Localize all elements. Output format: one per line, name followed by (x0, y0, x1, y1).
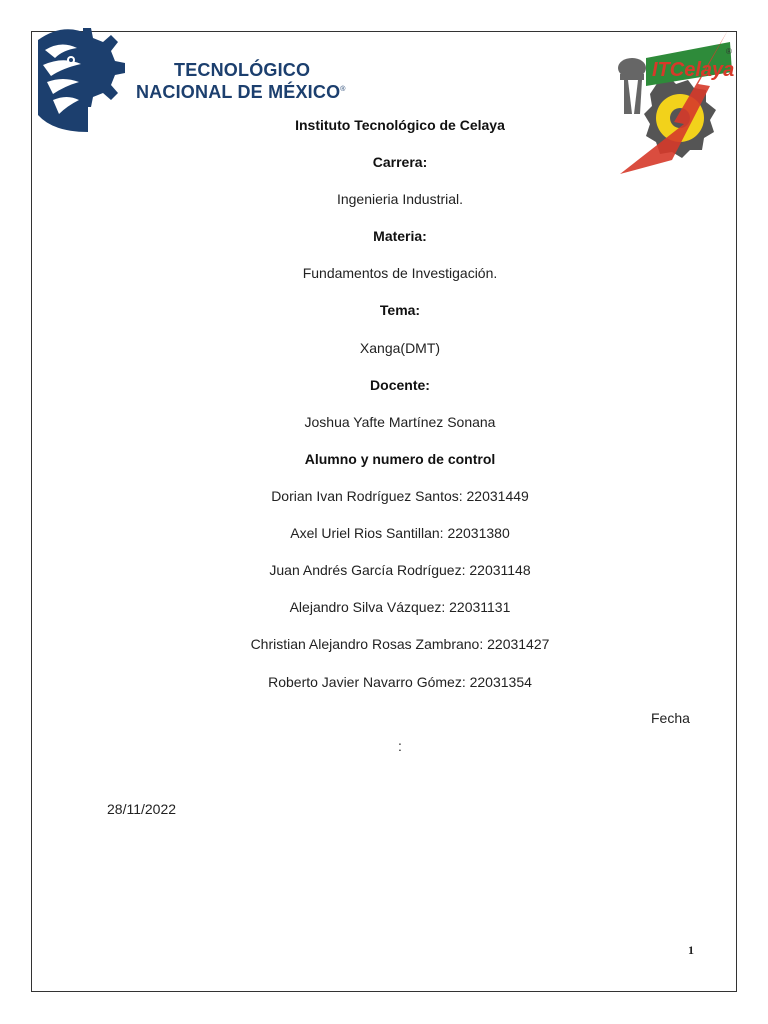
docente-label: Docente: (370, 377, 430, 393)
list-item: Dorian Ivan Rodríguez Santos: 22031449 (271, 488, 529, 504)
tema-value: Xanga(DMT) (359, 340, 441, 356)
itc-celaya-logo-text: ITCelaya (652, 59, 735, 81)
fecha-colon: : (398, 738, 402, 754)
materia-value: Fundamentos de Investigación. (302, 265, 498, 281)
page-number: 1 (688, 943, 694, 957)
svg-text:®: ® (726, 47, 732, 56)
tecnm-wordmark-line1: TECNOLÓGICO (174, 60, 311, 80)
carrera-label: Carrera: (372, 154, 428, 170)
institute-name: Instituto Tecnológico de Celaya (295, 117, 505, 133)
list-item: Christian Alejandro Rosas Zambrano: 22031427 (250, 636, 550, 652)
tema-label: Tema: (379, 302, 421, 318)
materia-label: Materia: (373, 228, 427, 244)
docente-value: Joshua Yafte Martínez Sonana (304, 414, 496, 430)
list-item: Alejandro Silva Vázquez: 22031131 (289, 599, 511, 615)
carrera-value: Ingenieria Industrial. (336, 191, 464, 207)
list-item: Juan Andrés García Rodríguez: 22031148 (269, 562, 531, 578)
registered-mark: ® (340, 86, 346, 93)
fecha-label: Fecha (651, 710, 690, 726)
list-item: Roberto Javier Navarro Gómez: 22031354 (268, 674, 532, 690)
list-item: Axel Uriel Rios Santillan: 22031380 (290, 525, 510, 541)
fecha-value: 28/11/2022 (107, 801, 177, 817)
tecnm-wordmark-line2-text: NACIONAL DE MÉXICO (136, 82, 341, 102)
alumnos-label: Alumno y numero de control (304, 451, 496, 467)
